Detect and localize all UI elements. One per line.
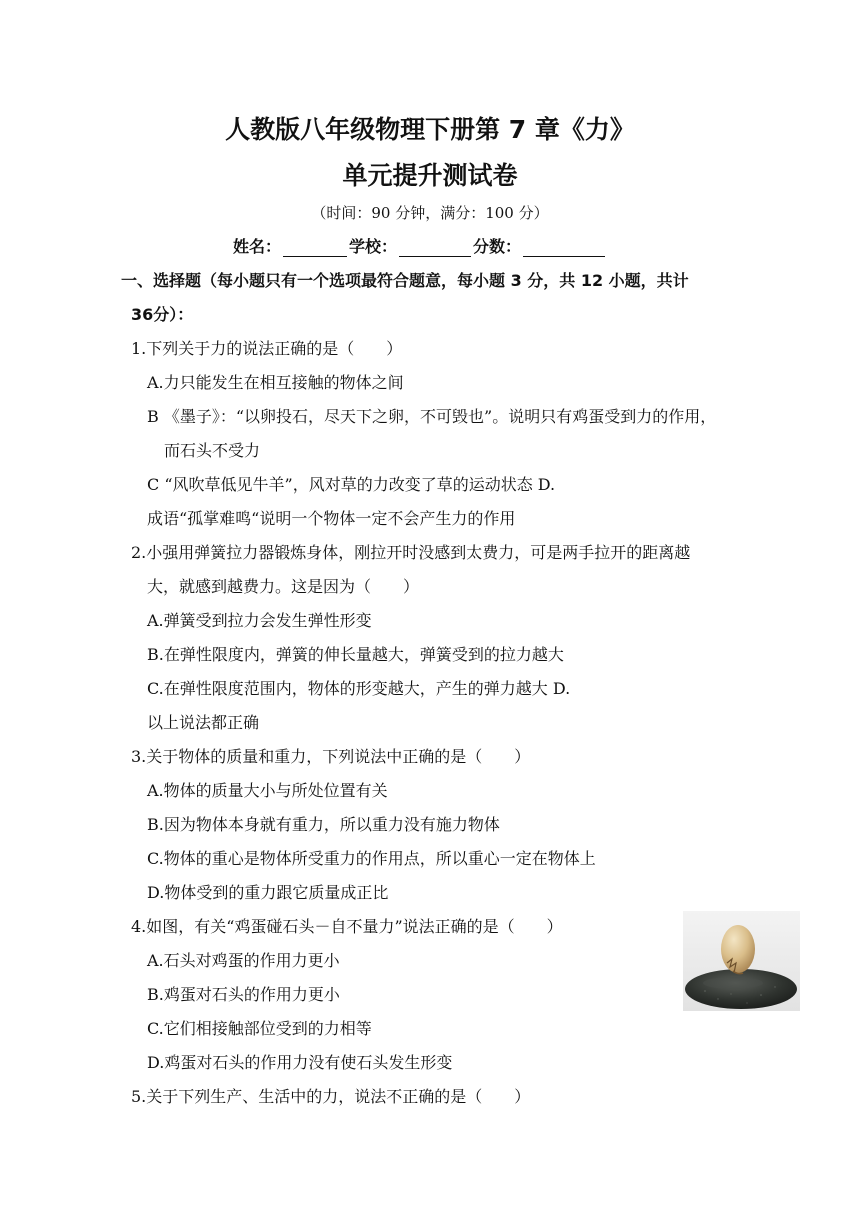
question-1-stem: 1.下列关于力的说法正确的是（ ） xyxy=(131,339,403,358)
question-2-option-b: B.在弹性限度内，弹簧的伸长量越大，弹簧受到的拉力越大 xyxy=(147,645,564,664)
question-3-stem: 3.关于物体的质量和重力，下列说法中正确的是（ ） xyxy=(131,747,531,766)
question-3-option-d: D.物体受到的重力跟它质量成正比 xyxy=(147,883,389,902)
student-info-row xyxy=(233,234,607,257)
question-2-stem: 2.小强用弹簧拉力器锻炼身体，刚拉开时没感到太费力，可是两手拉开的距离越 xyxy=(131,543,691,562)
question-3-option-b: B.因为物体本身就有重力，所以重力没有施力物体 xyxy=(147,815,500,834)
question-2-option-c: C.在弹性限度范围内，物体的形变越大，产生的弹力越大 D. xyxy=(147,679,571,698)
name-label: 姓名： xyxy=(233,237,282,256)
name-blank[interactable] xyxy=(283,240,347,257)
question-4-option-c: C.它们相接触部位受到的力相等 xyxy=(147,1019,372,1038)
question-2-stem-cont: 大，就感到越费力。这是因为（ ） xyxy=(147,577,420,596)
question-1-option-b: B 《墨子》：“以卵投石，尽天下之卵，不可毁也”。说明只有鸡蛋受到力的作用， xyxy=(147,407,717,426)
question-5-stem: 5.关于下列生产、生活中的力，说法不正确的是（ ） xyxy=(131,1087,531,1106)
exam-subtitle: 单元提升测试卷 xyxy=(342,161,518,190)
school-blank[interactable] xyxy=(399,240,471,257)
question-2-option-d: 以上说法都正确 xyxy=(147,713,260,732)
school-label: 学校： xyxy=(349,237,398,256)
section-heading-cont: 36分）： xyxy=(131,305,194,324)
question-1-option-b-cont: 而石头不受力 xyxy=(164,441,261,460)
score-label: 分数： xyxy=(473,237,522,256)
egg-on-stone-image xyxy=(683,911,800,1011)
question-3-option-a: A.物体的质量大小与所处位置有关 xyxy=(147,781,388,800)
question-1-option-d: 成语“孤掌难鸣“说明一个物体一定不会产生力的作用 xyxy=(147,509,516,528)
score-blank[interactable] xyxy=(523,240,605,257)
exam-title: 人教版八年级物理下册第 7 章《力》 xyxy=(225,115,635,144)
exam-time-score: （时间：90 分钟，满分：100 分） xyxy=(311,204,549,222)
question-3-option-c: C.物体的重心是物体所受重力的作用点，所以重心一定在物体上 xyxy=(147,849,596,868)
question-4-stem: 4.如图，有关“鸡蛋碰石头－自不量力”说法正确的是（ ） xyxy=(131,917,563,936)
question-4-option-d: D.鸡蛋对石头的作用力没有使石头发生形变 xyxy=(147,1053,453,1072)
question-1-option-c: C “风吹草低见牛羊”，风对草的力改变了草的运动状态 D. xyxy=(147,475,556,494)
question-4-option-b: B.鸡蛋对石头的作用力更小 xyxy=(147,985,340,1004)
question-4-option-a: A.石头对鸡蛋的作用力更小 xyxy=(147,951,340,970)
section-heading: 一、选择题（每小题只有一个选项最符合题意，每小题 3 分，共 12 小题，共计 xyxy=(121,271,689,290)
question-1-option-a: A.力只能发生在相互接触的物体之间 xyxy=(147,373,404,392)
question-2-option-a: A.弹簧受到拉力会发生弹性形变 xyxy=(147,611,372,630)
